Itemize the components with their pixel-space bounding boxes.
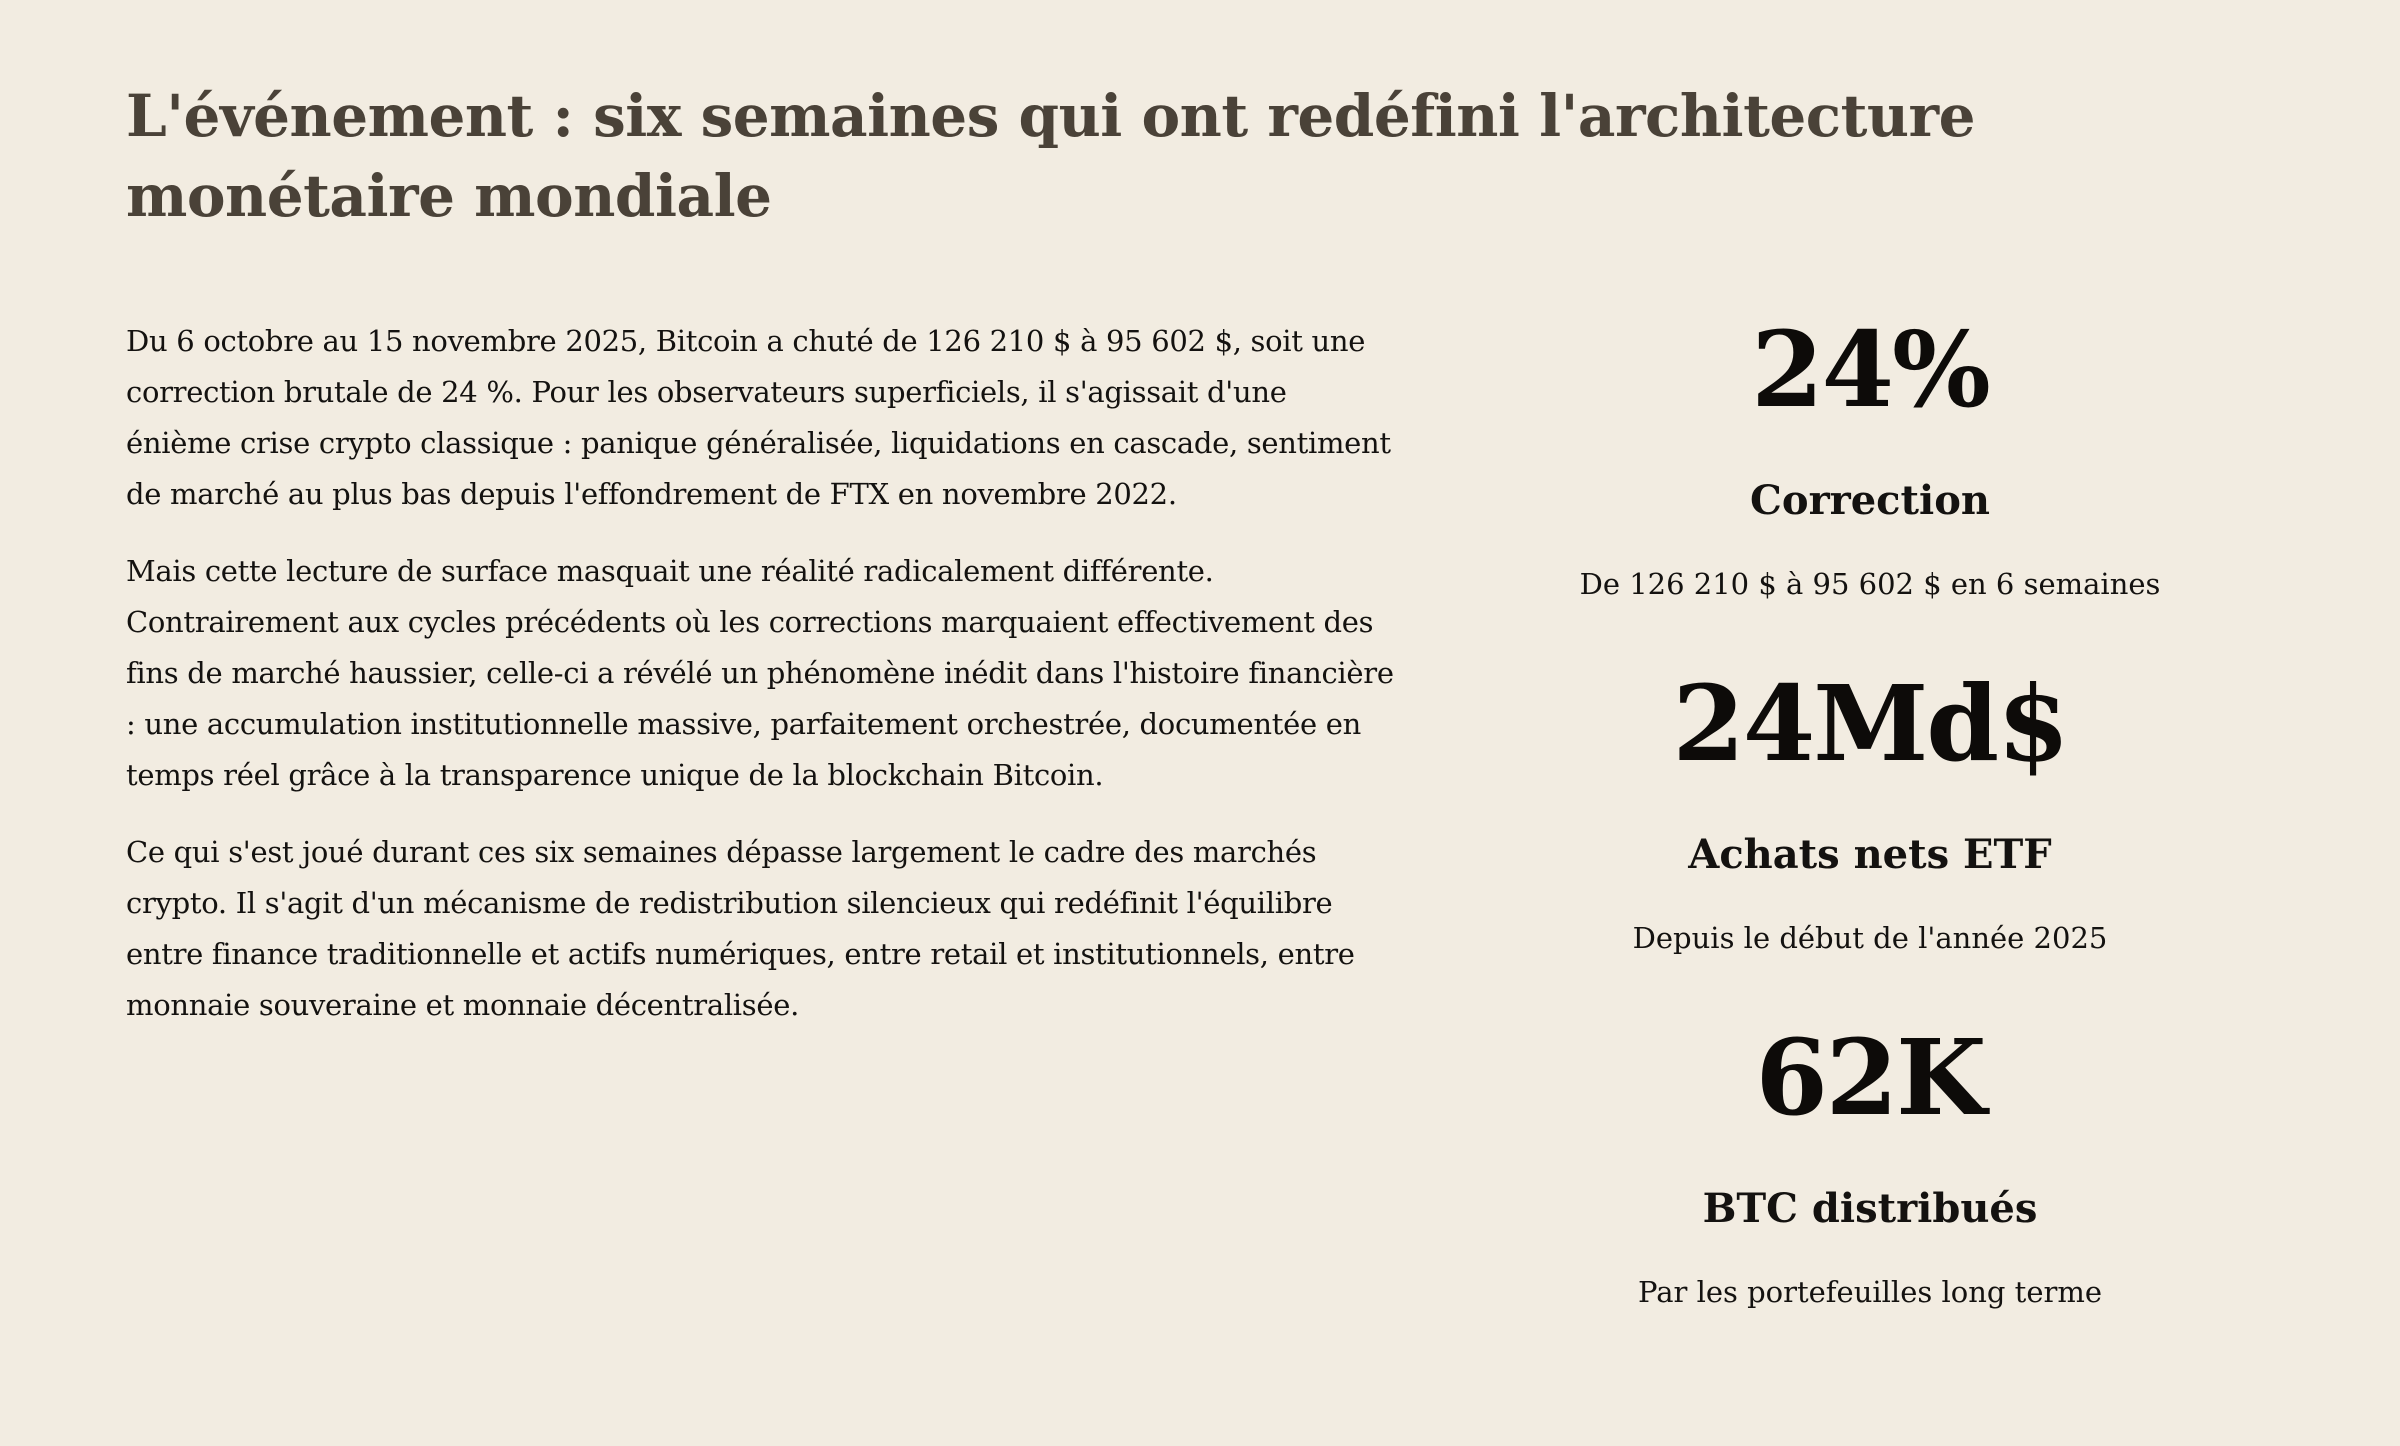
stat-btc-distributed xyxy=(1510,1018,2230,1372)
stat-description: De 126 210 $ à 95 602 $ en 6 semaines xyxy=(1579,567,2161,601)
article-body xyxy=(126,316,1396,1057)
stat-label: Correction xyxy=(1750,477,1990,524)
stat-description: Depuis le début de l'année 2025 xyxy=(1632,921,2108,955)
page-title: L'événement : six semaines qui ont redéfini l'architecture monétaire mondiale xyxy=(126,82,1976,230)
stat-label: BTC distribués xyxy=(1702,1185,2038,1232)
stat-value: 62K xyxy=(1755,1016,1985,1139)
stat-correction xyxy=(1510,310,2230,664)
key-figures-panel xyxy=(1510,310,2230,1372)
stat-label: Achats nets ETF xyxy=(1688,831,2052,878)
stat-etf-purchases xyxy=(1510,664,2230,1018)
stat-value: 24Md$ xyxy=(1672,662,2068,785)
stat-value: 24% xyxy=(1751,308,1989,431)
paragraph: Du 6 octobre au 15 novembre 2025, Bitcoin a chuté de 126 210 $ à 95 602 $, soit une correction brutale de 24 %. Pour les observateurs superficiels, il s'agissait d'une énième crise crypto classique : panique généralisée, liquidations en cascade, sentiment de marché au plus bas depuis l'effondrement de FTX en novembre 2022. xyxy=(126,324,1391,511)
paragraph: Mais cette lecture de surface masquait une réalité radicalement différente. Contrairement aux cycles précédents où les corrections marquaient effectivement des fins de marché haussier, celle-ci a révélé un phénomène inédit dans l'histoire financière : une accumulation institutionnelle massive, parfaitement orchestrée, documentée en temps réel grâce à la transparence unique de la blockchain Bitcoin. xyxy=(126,554,1394,792)
stat-description: Par les portefeuilles long terme xyxy=(1637,1275,2102,1309)
paragraph: Ce qui s'est joué durant ces six semaines dépasse largement le cadre des marchés crypto. Il s'agit d'un mécanisme de redistribution silencieux qui redéfinit l'équilibre entre finance traditionnelle et actifs numériques, entre retail et institutionnels, entre monnaie souveraine et monnaie décentralisée. xyxy=(126,835,1355,1022)
